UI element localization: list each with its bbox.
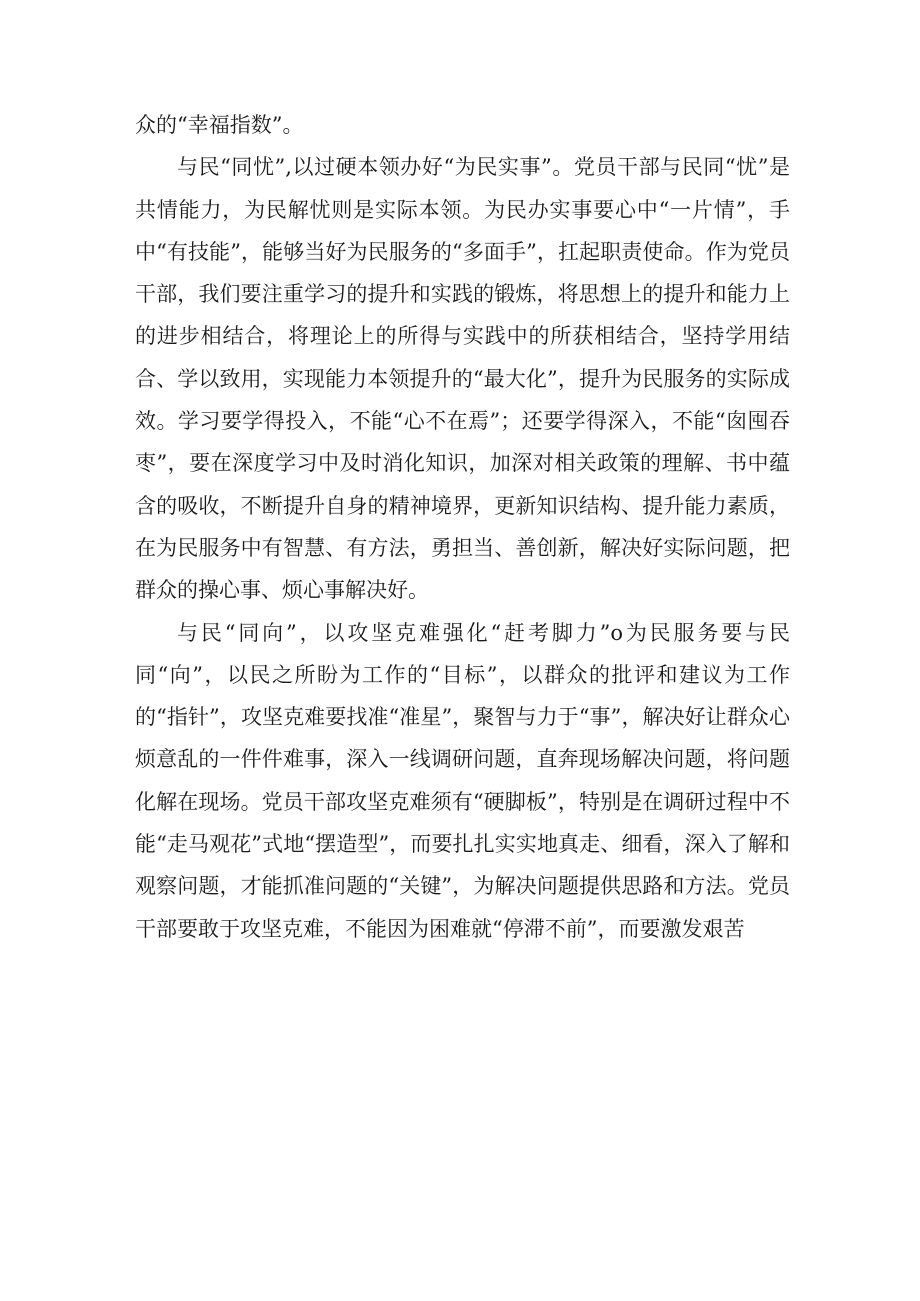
paragraph-1: 众的“幸福指数”。 [135,113,304,137]
body-text [135,104,790,950]
paragraph-2: 与民“同忧”,以过硬本领办好“为民实事”。党员干部与民同“忧”是共情能力，为民解忧则是实际本领。为民办实事要心中“一片情”，手中“有技能”，能够当好为民服务的“多面手”，扛起职责使命。作为党员干部，我们要注重学习的提升和实践的锻炼，将思想上的提升和能力上的进步相结合，将理论上的所得与实践中的所获相结合，坚持学用结合、学以致用，实现能力本领提升的“最大化”，提升为民服务的实际成效。学习要学得投入，不能“心不在焉”；还要学得深入，不能“囱囤吞枣”，要在深度学习中及时消化知识，加深对相关政策的理解、书中蕴含的吸收，不断提升自身的精神境界，更新知识结构、提升能力素质，在为民服务中有智慧、有方法，勇担当、善创新，解决好实际问题，把群众的操心事、烦心事解决好。 [135,155,790,603]
paragraph-3: 与民“同向”，以攻坚克难强化“赶考脚力”o为民服务要与民同“向”，以民之所盼为工作的“目标”，以群众的批评和建议为工作的“指针”，攻坚克难要找准“准星”，聚智与力于“事”，解决好让群众心烦意乱的一件件难事，深入一线调研问题，直奔现场解决问题，将问题化解在现场。党员干部攻坚克难须有“硬脚板”，特别是在调研过程中不能“走马观花”式地“摆造型”，而要扎扎实实地真走、细看，深入了解和观察问题，才能抓准问题的“关键”，为解决问题提供思路和方法。党员干部要敢于攻坚克难，不能因为困难就“停滞不前”，而要激发艰苦 [135,620,790,941]
